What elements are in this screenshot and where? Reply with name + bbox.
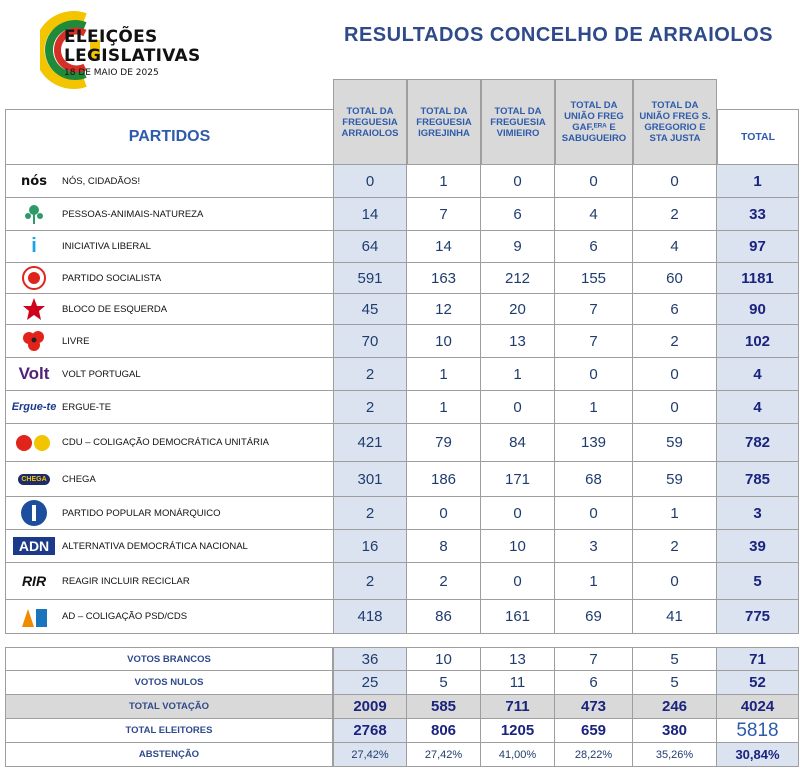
vote-cell: 171 xyxy=(481,462,555,497)
party-name-cell xyxy=(5,424,333,462)
summary-cell: 5818 xyxy=(717,719,799,743)
party-name-cell xyxy=(5,358,333,391)
summary-cell: 41,00% xyxy=(481,743,555,767)
party-row xyxy=(5,462,799,497)
summary-row xyxy=(5,647,799,671)
cdu-logo-icon xyxy=(6,424,62,461)
party-row xyxy=(5,294,799,325)
summary-label: VOTOS NULOS xyxy=(5,671,333,695)
party-name-cell xyxy=(5,231,333,263)
vote-cell: 0 xyxy=(633,358,717,391)
vote-cell: 3 xyxy=(555,530,633,563)
page-title: RESULTADOS CONCELHO DE ARRAIOLOS xyxy=(344,24,773,46)
summary-cell: 5 xyxy=(633,647,717,671)
vote-cell: 6 xyxy=(633,294,717,325)
vote-cell: 86 xyxy=(407,600,481,634)
summary-row xyxy=(5,695,799,719)
vote-cell: 10 xyxy=(407,325,481,358)
party-row xyxy=(5,165,799,198)
vote-cell: 7 xyxy=(555,294,633,325)
party-total: 4 xyxy=(717,358,799,391)
vote-cell: 4 xyxy=(633,231,717,263)
vote-cell: 69 xyxy=(555,600,633,634)
vote-cell: 7 xyxy=(407,198,481,231)
logo-date: 18 DE MAIO DE 2025 xyxy=(64,68,159,78)
party-row xyxy=(5,424,799,462)
logo-line2: LEGISLATIVAS xyxy=(64,46,201,66)
summary-cell: 711 xyxy=(481,695,555,719)
party-row xyxy=(5,263,799,294)
vote-cell: 9 xyxy=(481,231,555,263)
summary-cell: 2009 xyxy=(333,695,407,719)
party-name: PESSOAS-ANIMAIS-NATUREZA xyxy=(62,208,204,220)
party-total: 5 xyxy=(717,563,799,600)
vote-cell: 0 xyxy=(481,391,555,424)
vote-cell: 16 xyxy=(333,530,407,563)
vote-cell: 2 xyxy=(633,325,717,358)
party-total: 785 xyxy=(717,462,799,497)
party-name-cell xyxy=(5,198,333,231)
summary-cell: 27,42% xyxy=(333,743,407,767)
vote-cell: 4 xyxy=(555,198,633,231)
party-total: 3 xyxy=(717,497,799,530)
vote-cell: 59 xyxy=(633,462,717,497)
vote-cell: 0 xyxy=(481,497,555,530)
erguete-logo-text: Ergue-te xyxy=(11,401,57,413)
logo-text xyxy=(64,28,201,78)
party-name: ALTERNATIVA DEMOCRÁTICA NACIONAL xyxy=(62,540,248,552)
col-header-sgregorio: TOTAL DA UNIÃO FREG S. GREGORIO E STA JUSTA xyxy=(633,79,717,165)
party-name: AD – COLIGAÇÃO PSD/CDS xyxy=(62,611,188,622)
vote-cell: 1 xyxy=(407,391,481,424)
rir-logo-icon xyxy=(6,563,62,599)
summary-cell: 36 xyxy=(333,647,407,671)
party-total: 4 xyxy=(717,391,799,424)
vote-cell: 60 xyxy=(633,263,717,294)
party-row xyxy=(5,358,799,391)
party-name-cell xyxy=(5,563,333,600)
summary-cell: 380 xyxy=(633,719,717,743)
summary-cell: 5 xyxy=(407,671,481,695)
volt-logo-icon xyxy=(6,358,62,390)
vote-cell: 2 xyxy=(333,391,407,424)
vote-cell: 1 xyxy=(555,563,633,600)
summary-cell: 6 xyxy=(555,671,633,695)
col-header-arraiolos: TOTAL DA FREGUESIA ARRAIOLOS xyxy=(333,79,407,165)
summary-cell: 4024 xyxy=(717,695,799,719)
summary-cell: 71 xyxy=(717,647,799,671)
ad-logo-icon xyxy=(6,600,62,633)
party-total: 1 xyxy=(717,165,799,198)
party-name: PARTIDO SOCIALISTA xyxy=(62,272,162,284)
party-row xyxy=(5,600,799,634)
logo-line1: ELEIÇÕES xyxy=(64,27,158,47)
vote-cell: 12 xyxy=(407,294,481,325)
vote-cell: 20 xyxy=(481,294,555,325)
vote-cell: 186 xyxy=(407,462,481,497)
nos-logo-text: nós xyxy=(21,173,47,189)
party-name: REAGIR INCLUIR RECICLAR xyxy=(62,575,190,587)
vote-cell: 163 xyxy=(407,263,481,294)
vote-cell: 1 xyxy=(481,358,555,391)
vote-cell: 70 xyxy=(333,325,407,358)
party-name-cell xyxy=(5,391,333,424)
party-name-cell xyxy=(5,600,333,634)
vote-cell: 6 xyxy=(555,231,633,263)
vote-cell: 0 xyxy=(555,497,633,530)
vote-cell: 2 xyxy=(633,530,717,563)
party-name-cell xyxy=(5,294,333,325)
summary-cell: 11 xyxy=(481,671,555,695)
livre-logo-icon xyxy=(6,325,62,357)
il-logo-icon xyxy=(6,231,62,262)
be-logo-icon xyxy=(6,294,62,324)
party-name-cell xyxy=(5,325,333,358)
summary-label: TOTAL ELEITORES xyxy=(5,719,333,743)
party-name-cell xyxy=(5,530,333,563)
il-logo-text: i xyxy=(31,235,37,257)
vote-cell: 14 xyxy=(407,231,481,263)
summary-cell: 28,22% xyxy=(555,743,633,767)
summary-label: ABSTENÇÃO xyxy=(5,743,333,767)
vote-cell: 6 xyxy=(481,198,555,231)
party-total: 775 xyxy=(717,600,799,634)
vote-cell: 0 xyxy=(633,563,717,600)
vote-cell: 1 xyxy=(555,391,633,424)
summary-label: TOTAL VOTAÇÃO xyxy=(5,695,333,719)
party-row xyxy=(5,563,799,600)
vote-cell: 1 xyxy=(407,165,481,198)
party-name-cell xyxy=(5,497,333,530)
summary-cell: 5 xyxy=(633,671,717,695)
party-name: NÓS, CIDADÃOS! xyxy=(62,175,141,187)
summary-cell: 806 xyxy=(407,719,481,743)
party-name: CDU – COLIGAÇÃO DEMOCRÁTICA UNITÁRIA xyxy=(62,437,269,448)
summary-cell: 659 xyxy=(555,719,633,743)
vote-cell: 59 xyxy=(633,424,717,462)
summary-cell: 13 xyxy=(481,647,555,671)
ppm-logo-icon xyxy=(6,497,62,529)
vote-cell: 84 xyxy=(481,424,555,462)
ps-logo-icon xyxy=(6,263,62,293)
party-total: 97 xyxy=(717,231,799,263)
chega-logo-text: CHEGA xyxy=(18,474,49,485)
summary-row xyxy=(5,743,799,767)
vote-cell: 7 xyxy=(555,325,633,358)
vote-cell: 301 xyxy=(333,462,407,497)
vote-cell: 0 xyxy=(333,165,407,198)
vote-cell: 0 xyxy=(481,165,555,198)
vote-cell: 155 xyxy=(555,263,633,294)
pan-logo-icon xyxy=(6,198,62,230)
summary-row xyxy=(5,719,799,743)
party-total: 39 xyxy=(717,530,799,563)
summary-cell: 27,42% xyxy=(407,743,481,767)
summary-cell: 585 xyxy=(407,695,481,719)
party-total: 102 xyxy=(717,325,799,358)
vote-cell: 0 xyxy=(633,391,717,424)
vote-cell: 0 xyxy=(555,165,633,198)
vote-cell: 161 xyxy=(481,600,555,634)
erguete-logo-icon xyxy=(6,391,62,423)
col-header-total: TOTAL xyxy=(717,109,799,165)
chega-logo-icon xyxy=(6,462,62,496)
party-row xyxy=(5,198,799,231)
party-name-cell xyxy=(5,165,333,198)
party-row xyxy=(5,231,799,263)
volt-logo-text: Volt xyxy=(18,364,50,383)
vote-cell: 10 xyxy=(481,530,555,563)
vote-cell: 2 xyxy=(633,198,717,231)
summary-cell: 2768 xyxy=(333,719,407,743)
vote-cell: 591 xyxy=(333,263,407,294)
summary-cell: 246 xyxy=(633,695,717,719)
vote-cell: 14 xyxy=(333,198,407,231)
vote-cell: 1 xyxy=(407,358,481,391)
vote-cell: 418 xyxy=(333,600,407,634)
vote-cell: 212 xyxy=(481,263,555,294)
rir-logo-text: RIR xyxy=(21,573,47,589)
party-row xyxy=(5,530,799,563)
summary-cell: 7 xyxy=(555,647,633,671)
adn-logo-text: ADN xyxy=(13,537,55,555)
partidos-header: PARTIDOS xyxy=(5,109,333,165)
party-total: 33 xyxy=(717,198,799,231)
summary-cell: 1205 xyxy=(481,719,555,743)
vote-cell: 1 xyxy=(633,497,717,530)
party-row xyxy=(5,497,799,530)
vote-cell: 8 xyxy=(407,530,481,563)
vote-cell: 2 xyxy=(333,497,407,530)
summary-cell: 35,26% xyxy=(633,743,717,767)
vote-cell: 2 xyxy=(407,563,481,600)
vote-cell: 0 xyxy=(555,358,633,391)
vote-cell: 13 xyxy=(481,325,555,358)
vote-cell: 79 xyxy=(407,424,481,462)
col-header-gafanhoeira: TOTAL DA UNIÃO FREG GAF.ᴱᴿᴬ E SABUGUEIRO xyxy=(555,79,633,165)
summary-cell: 473 xyxy=(555,695,633,719)
party-name: BLOCO DE ESQUERDA xyxy=(62,303,168,315)
vote-cell: 0 xyxy=(407,497,481,530)
summary-cell: 10 xyxy=(407,647,481,671)
party-total: 1181 xyxy=(717,263,799,294)
party-name: CHEGA xyxy=(62,473,96,485)
summary-cell: 30,84% xyxy=(717,743,799,767)
summary-row xyxy=(5,671,799,695)
party-total: 782 xyxy=(717,424,799,462)
col-header-igrejinha: TOTAL DA FREGUESIA IGREJINHA xyxy=(407,79,481,165)
vote-cell: 2 xyxy=(333,358,407,391)
adn-logo-icon xyxy=(6,530,62,562)
party-name: PARTIDO POPULAR MONÁRQUICO xyxy=(62,507,221,519)
summary-label: VOTOS BRANCOS xyxy=(5,647,333,671)
party-name-cell xyxy=(5,263,333,294)
vote-cell: 0 xyxy=(633,165,717,198)
party-name: ERGUE-TE xyxy=(62,401,112,413)
vote-cell: 139 xyxy=(555,424,633,462)
party-name: VOLT PORTUGAL xyxy=(62,368,141,380)
vote-cell: 45 xyxy=(333,294,407,325)
party-name-cell xyxy=(5,462,333,497)
vote-cell: 64 xyxy=(333,231,407,263)
vote-cell: 421 xyxy=(333,424,407,462)
party-row xyxy=(5,325,799,358)
party-name: LIVRE xyxy=(62,335,90,347)
vote-cell: 2 xyxy=(333,563,407,600)
vote-cell: 41 xyxy=(633,600,717,634)
vote-cell: 68 xyxy=(555,462,633,497)
party-name: INICIATIVA LIBERAL xyxy=(62,241,151,252)
party-row xyxy=(5,391,799,424)
nos-logo-icon xyxy=(6,165,62,197)
vote-cell: 0 xyxy=(481,563,555,600)
party-total: 90 xyxy=(717,294,799,325)
summary-cell: 52 xyxy=(717,671,799,695)
col-header-vimieiro: TOTAL DA FREGUESIA VIMIEIRO xyxy=(481,79,555,165)
summary-cell: 25 xyxy=(333,671,407,695)
